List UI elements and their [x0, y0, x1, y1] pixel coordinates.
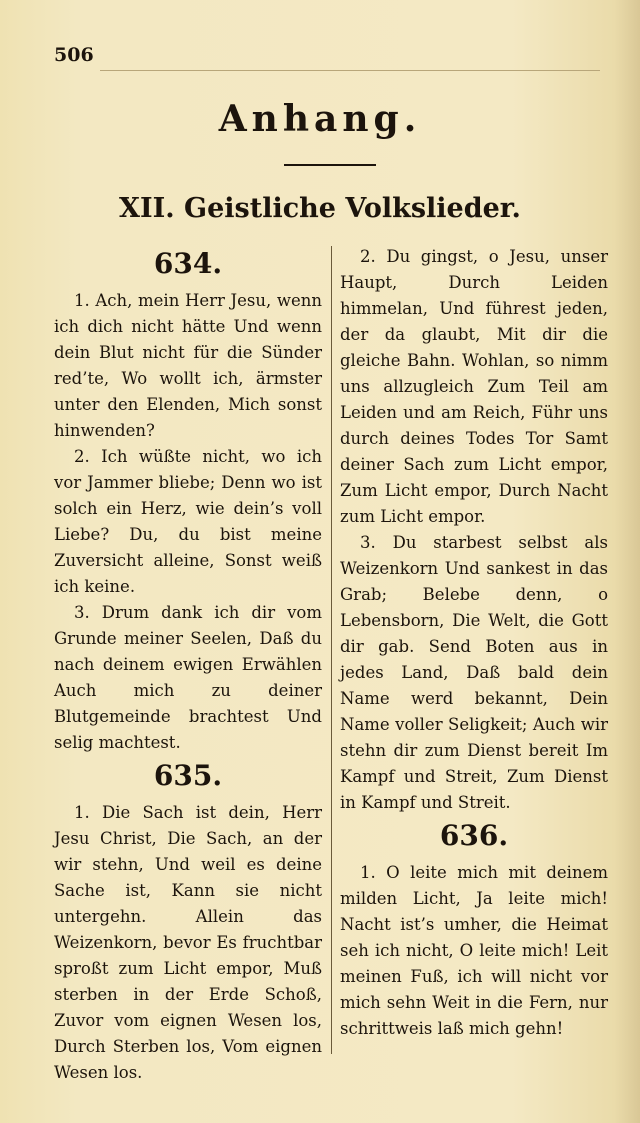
right-column — [340, 244, 608, 1042]
verse: 1. Ach, mein Herr Jesu, wenn ich dich nicht hätte Und wenn dein Blut nicht für die Sünder red’te, Wo wollt ich, ärmster unter den Elenden, Mich sonst hinwenden? — [54, 291, 322, 440]
column-divider — [331, 246, 332, 1054]
section-title: Anhang. — [218, 98, 422, 140]
verse: 1. O leite mich mit deinem milden Licht, Ja leite mich! Nacht ist’s umher, die Heimat seh ich nicht, O leite mich! Leit meinen Fuß, ich will nicht vor mich sehn Weit in die Fern, nur schrittweis laß mich gehn! — [340, 863, 608, 1038]
verse: 3. Du starbest selbst als Weizenkorn Und sankest in das Grab; Belebe denn, o Lebensborn, Die Welt, die Gott dir gab. Send Boten aus in jedes Land, Daß bald dein Name werd bekannt, Dein Name voller Seligkeit; Auch wir stehn dir zum Dienst bereit Im Kampf und Streit, Zum Dienst in Kampf und Streit. — [340, 533, 608, 812]
verse: 1. Die Sach ist dein, Herr Jesu Christ, Die Sach, an der wir stehn, Und weil es deine Sache ist, Kann sie nicht untergehn. Allein das Weizenkorn, bevor Es fruchtbar sproßt zum Licht empor, Muß sterben in der Erde Schoß, Zuvor vom eignen Wesen los, Durch Sterben los, Vom eignen Wesen los. — [54, 803, 322, 1082]
verse: 3. Drum dank ich dir vom Grunde meiner Seelen, Daß du nach deinem ewigen Erwählen Auch mich zu deiner Blutgemeinde brachtest Und selig machtest. — [54, 603, 322, 752]
hymn-number: 636. — [439, 819, 509, 852]
page-number: 506 — [54, 44, 94, 66]
left-column — [54, 244, 322, 1086]
header-rule — [100, 70, 600, 71]
hymn-number: 635. — [153, 759, 223, 792]
title-rule — [284, 164, 376, 166]
hymn-number: 634. — [153, 247, 223, 280]
chapter-title: XII. Geistliche Volkslieder. — [119, 193, 521, 224]
verse: 2. Ich wüßte nicht, wo ich vor Jammer bliebe; Denn wo ist solch ein Herz, wie dein’s voll Liebe? Du, du bist meine Zuversicht alleine, Sonst weiß ich keine. — [54, 447, 322, 596]
verse: 2. Du gingst, o Jesu, unser Haupt, Durch Leiden himmelan, Und führest jeden, der da glaubt, Mit dir die gleiche Bahn. Wohlan, so nimm uns allzugleich Zum Teil am Leiden und am Reich, Führ uns durch deines Todes Tor Samt deiner Sach zum Licht empor, Zum Licht empor, Durch Nacht zum Licht empor. — [340, 247, 608, 526]
